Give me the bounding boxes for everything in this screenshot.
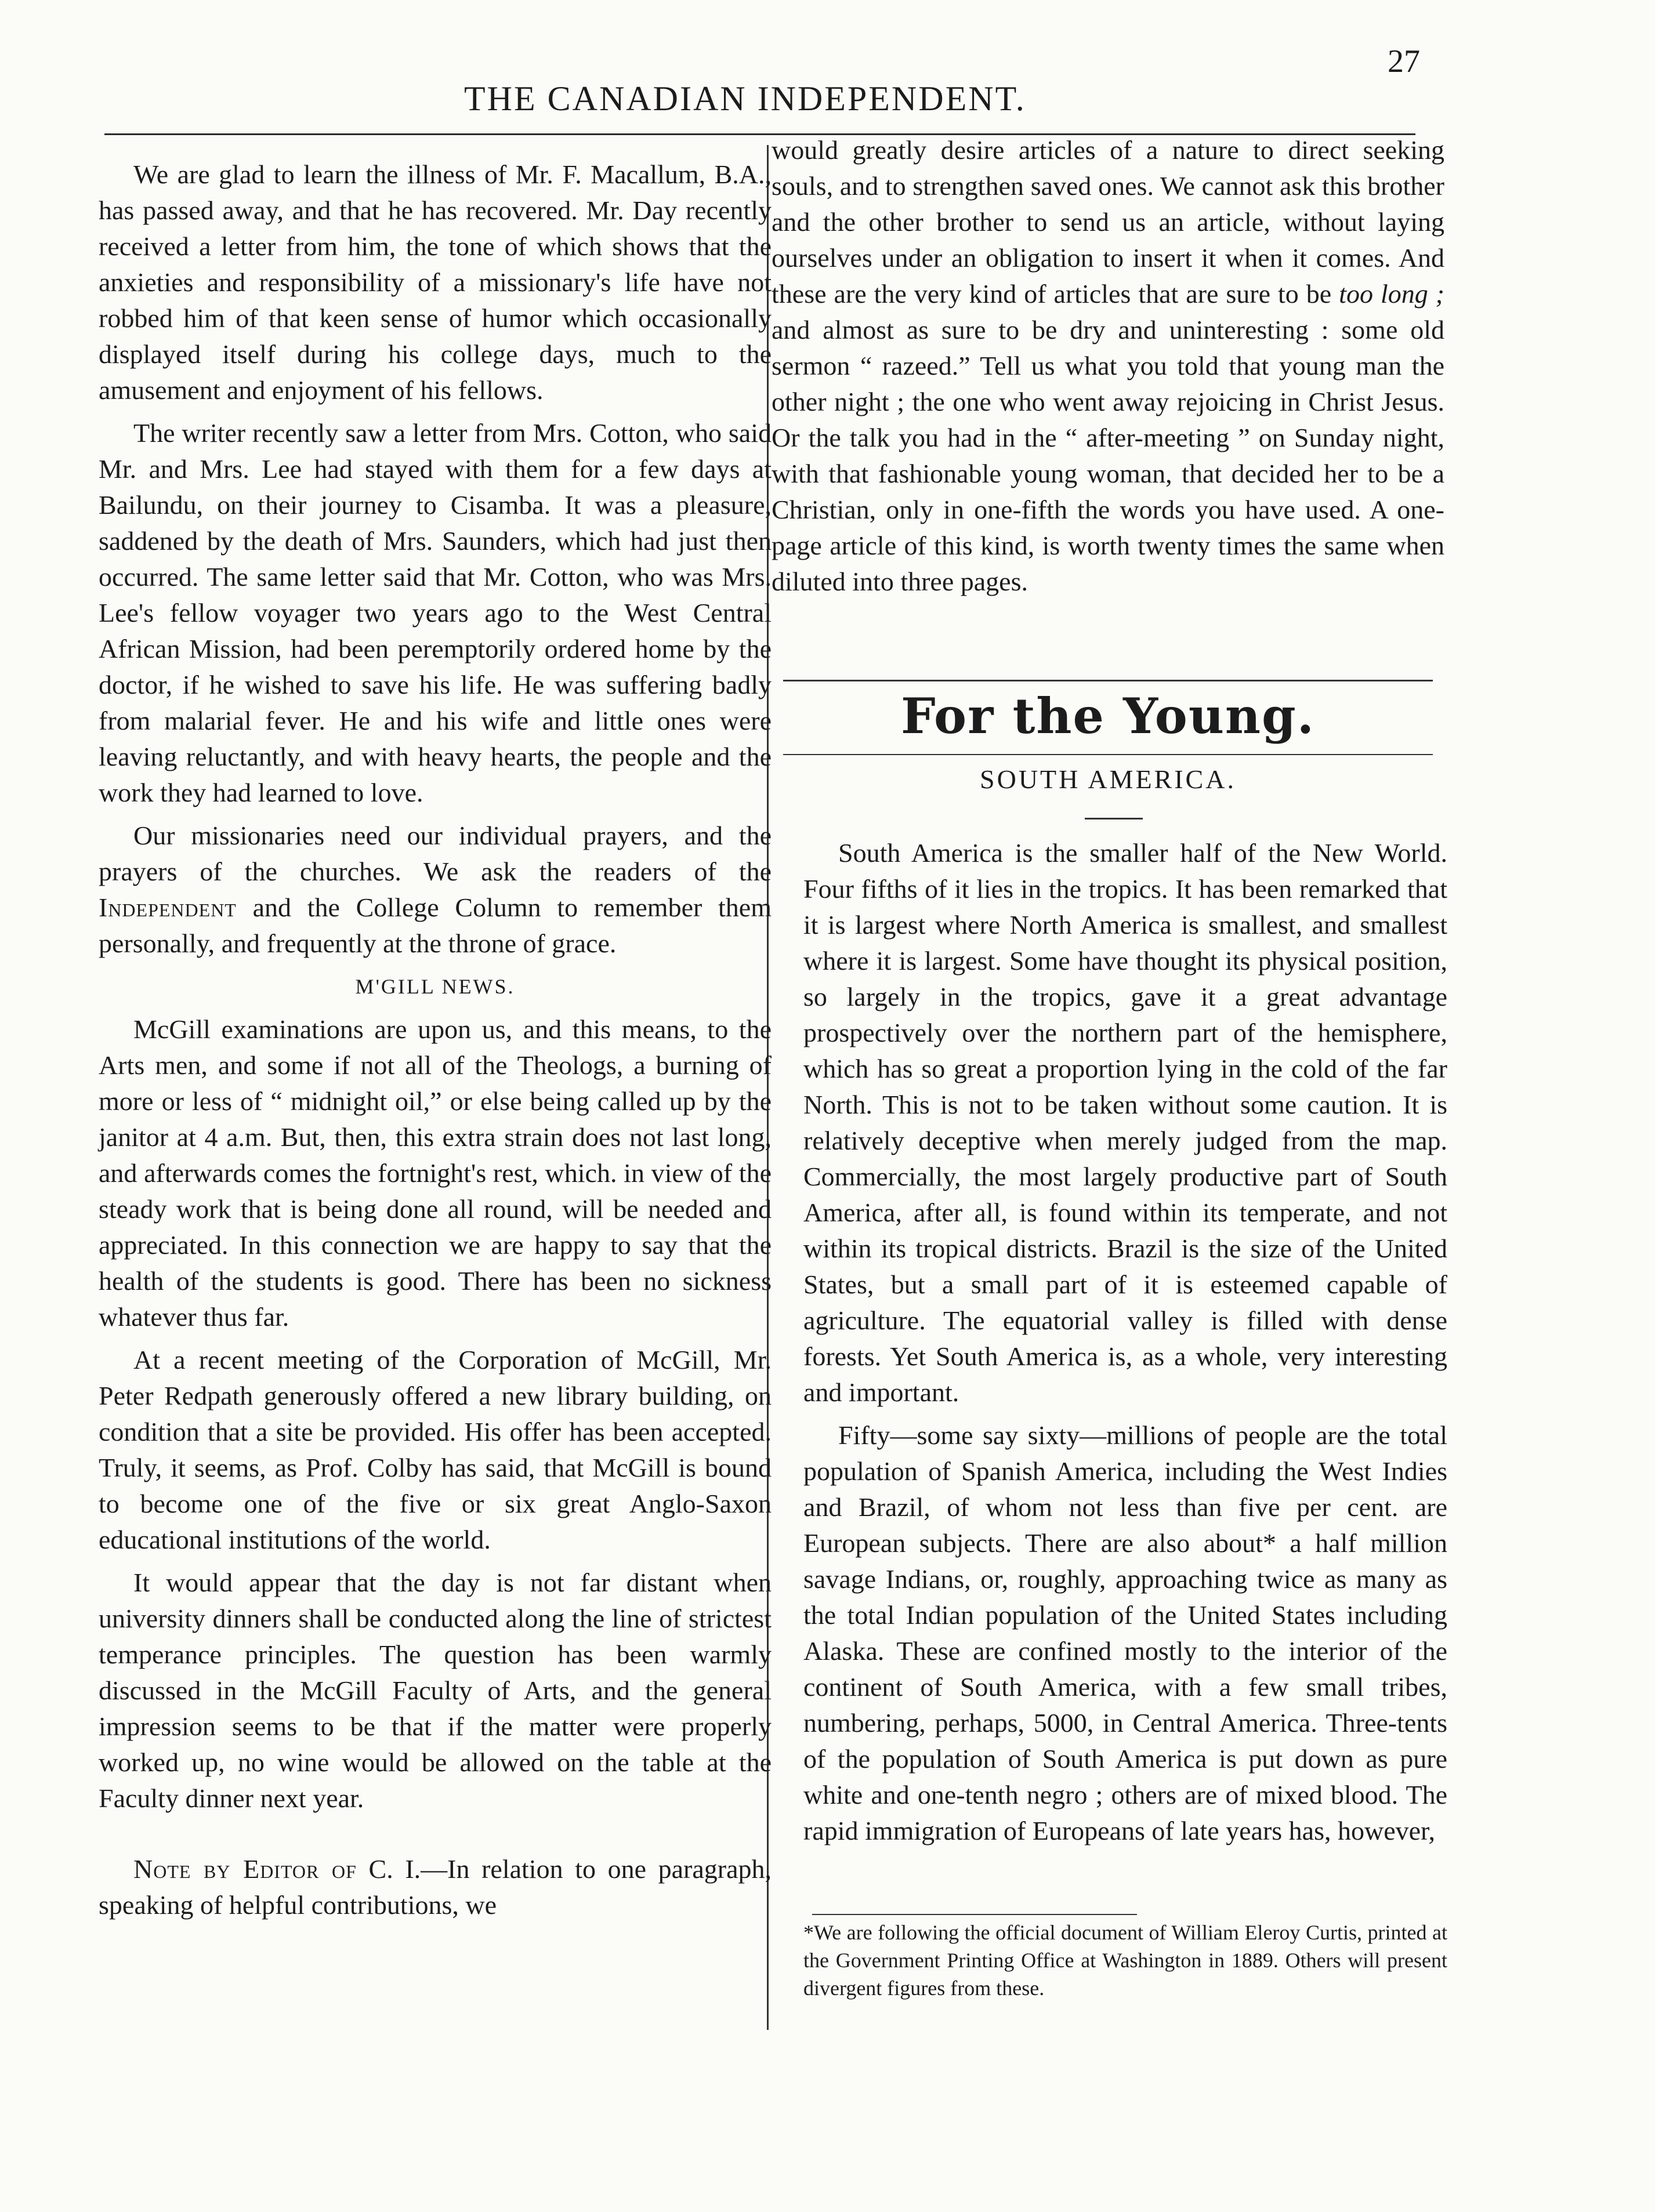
paragraph-temperance-dinners: It would appear that the day is not far distant when university dinners shall be conducted along the line of strictest temperance principles. The question has been warmly discussed in the McGill Faculty of Arts, and the general impression seems to be that if the matter were properly worked up, no wine would be allowed on the table at the Faculty dinner next year. bbox=[99, 1568, 772, 1814]
for-the-young-heading: For the Young. bbox=[901, 687, 1315, 745]
south-america-article bbox=[803, 835, 1447, 1856]
too-long-italic: too long ; bbox=[1339, 279, 1444, 309]
prayers-text-end: and the College Column to remember them personally, and frequently at the throne of grace. bbox=[99, 893, 772, 958]
paragraph-redpath-library: At a recent meeting of the Corporation of McGill, Mr. Peter Redpath generously offered a new library building, on condition that a site be provided. His offer has been accepted. Truly, it seems, as Prof. Colby has said, that McGill is bound to become one of the five or six great Anglo-Saxon educational institutions of the world. bbox=[99, 1345, 772, 1555]
page-number: 27 bbox=[1388, 43, 1420, 79]
left-column bbox=[99, 157, 772, 1930]
paragraph-cotton-letter: The writer recently saw a letter from Mrs. Cotton, who said Mr. and Mrs. Lee had stayed with them for a few days at Bailundu, on their journey to Cisamba. It was a pleasure, saddened by the death of Mrs. Saunders, which had just then occurred. The same letter said that Mr. Cotton, who was Mrs. Lee's fellow voyager two years ago to the West Central African Mission, had been peremptorily ordered home by the doctor, if he wished to save his life. He was suffering badly from malarial fever. He and his wife and little ones were leaving reluctantly, and with heavy hearts, the people and the work they had learned to love. bbox=[99, 418, 772, 807]
editor-note-text: C. I.—In relation to one paragraph, speaking of helpful contributions, we bbox=[99, 1854, 772, 1920]
paragraph-sa-population: Fifty—some say sixty—millions of people are the total population of Spanish America, including the West Indies and Brazil, of whom not less than five per cent. are European subjects. There are also about* a half million savage Indians, or, roughly, approaching twice as many as the total Indian population of the United States including Alaska. These are confined mostly to the interior of the continent of South America, with a few small tribes, numbering, perhaps, 5000, in Central America. Three-tents of the population of South America is put down as pure white and one-tenth negro ; others are of mixed blood. The rapid immigration of Europeans of late years has, however, bbox=[803, 1420, 1447, 1845]
paragraph-editor-note bbox=[99, 1851, 772, 1923]
editor-note-lead: Note by Editor of bbox=[133, 1854, 357, 1884]
section-rule-bottom bbox=[783, 754, 1433, 755]
paragraph-macallum: We are glad to learn the illness of Mr. F. Macallum, B.A., has passed away, and that he has recovered. Mr. Day recently received a letter from him, the tone of which shows that the anxieties and responsibility of a missionary's life have not robbed him of that keen sense of humor which occasionally displayed itself during his college days, much to the amusement and enjoyment of his fellows. bbox=[99, 159, 772, 405]
prayers-text-start: Our missionaries need our individual prayers, and the prayers of the churches. We ask the readers of the bbox=[99, 821, 772, 886]
continued-text-start: would greatly desire articles of a nature to direct seeking souls, and to strengthen saved ones. We cannot ask this brother and the other brother to send us an article, without laying ourselves under an obligation to insert it when it comes. And these are the very kind of articles that are sure to be bbox=[772, 135, 1444, 309]
title-underline bbox=[1085, 818, 1143, 819]
mcgill-news-heading: M'GILL NEWS. bbox=[355, 975, 515, 998]
paragraph-missionaries-prayers bbox=[99, 818, 772, 962]
south-america-title: SOUTH AMERICA. bbox=[980, 764, 1236, 794]
footnote: *We are following the official document of William Eleroy Curtis, printed at the Government Printing Office at Washington in 1889. Others will present divergent figures from these. bbox=[803, 1921, 1447, 2000]
right-column-continuation bbox=[772, 132, 1444, 607]
paragraph-sa-geography: South America is the smaller half of the New World. Four fifths of it lies in the tropics. It has been remarked that it is largest where North America is smallest, and smallest where it is largest. Some have thought its physical position, so largely in the tropics, gave it a great advantage prospectively over the northern part of the hemisphere, which has so great a proportion lying in the cold of the far North. This is not to be taken without some caution. It is relatively deceptive when merely judged from the map. Commercially, the most largely productive part of South America, after all, is found within its temperate, and not within its tropical districts. Brazil is the size of the United States, but a small part of it is esteemed capable of agriculture. The equatorial valley is filled with dense forests. Yet South America is, as a whole, very interesting and important. bbox=[803, 838, 1447, 1407]
masthead-title: THE CANADIAN INDEPENDENT. bbox=[464, 79, 1026, 118]
footnote-rule bbox=[812, 1914, 1137, 1915]
independent-caps: Independent bbox=[99, 893, 237, 922]
paragraph-editor-note-continued bbox=[772, 132, 1444, 600]
paragraph-mcgill-exams: McGill examinations are upon us, and this means, to the Arts men, and some if not all of the Theologs, a burning of more or less of “ midnight oil,” or else being called up by the janitor at 4 a.m. But, then, this extra strain does not last long, and afterwards comes the fortnight's rest, which. in view of the steady work that is being done all round, will be needed and appreciated. In this connection we are happy to say that the health of the students is good. There has been no sickness whatever thus far. bbox=[99, 1014, 772, 1332]
continued-text-end: and almost as sure to be dry and uninteresting : some old sermon “ razeed.” Tell us what you told that young man the other night ; the one who went away rejoicing in Christ Jesus. Or the talk you had in the “ after-meeting ” on Sunday night, with that fashionable young woman, that decided her to be a Christian, only in one-fifth the words you have used. A one-page article of this kind, is worth twenty times the same when diluted into three pages. bbox=[772, 315, 1444, 596]
